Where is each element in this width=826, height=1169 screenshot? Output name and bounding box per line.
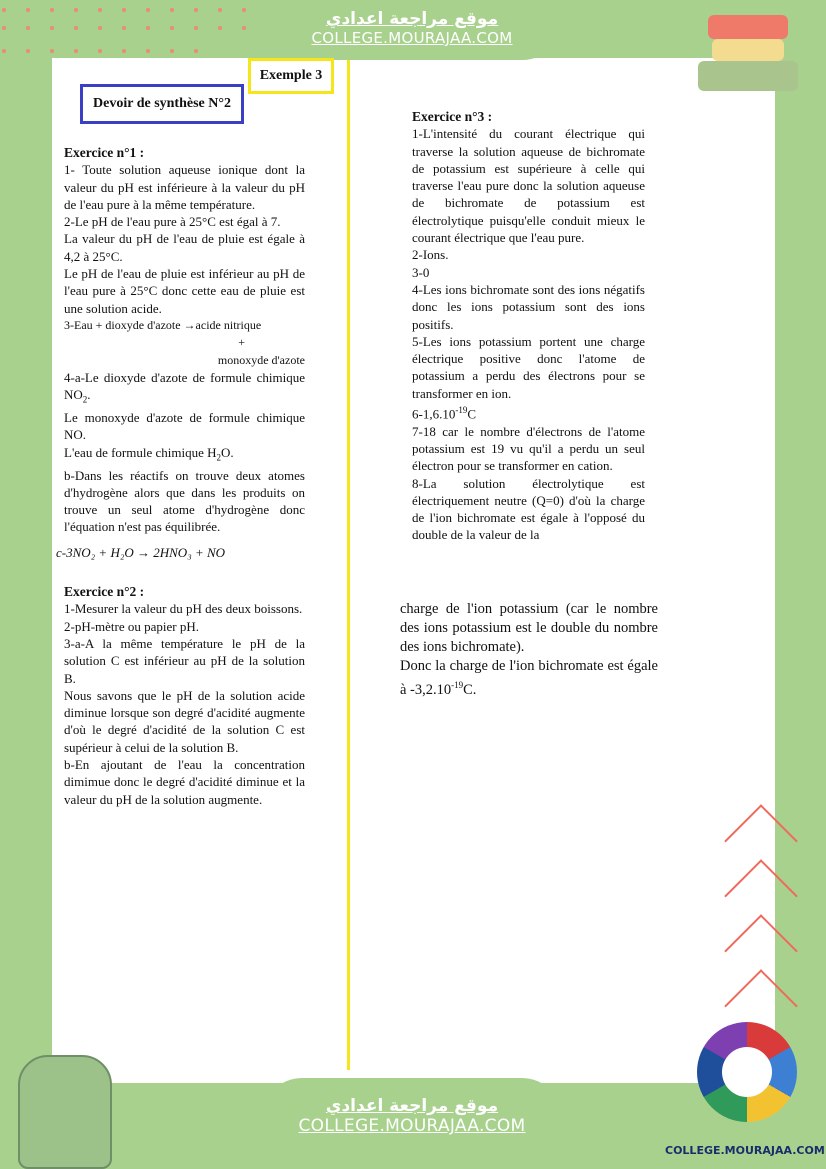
ex3-answer-3: 3-0 [412,264,430,280]
ex3-answer-1: 1-L'intensité du courant électrique qui traverse la solution aqueuse de bichromate de potassium est supérieure à celle qui traverse l'eau pure donc la solution aqueuse de bichromate de potassium est électrolytique puisqu'elle conduit mieux le courant électrique que l'eau pure. [412,126,645,246]
subscript: 2 [82,394,88,405]
dot [74,26,78,30]
dot [218,26,222,30]
exercise-2-title: Exercice n°2 : [64,584,145,600]
ex2-answer-2: 2-pH-mètre ou papier pH. [64,618,200,634]
text: O. [221,444,234,460]
ex3-conclusion [400,657,658,700]
text: . [87,387,91,403]
superscript: -19 [455,405,468,416]
header-site-link[interactable]: COLLEGE.MOURAJAA.COM [311,29,513,47]
dot [98,26,102,30]
ex1-answer-2: 2-Le pH de l'eau pure à 25°C est égal à 7. [64,214,281,230]
footer-arabic-title: موقع مراجعة اعدادي [325,1096,499,1116]
text: 6-1,6.10 [412,406,456,422]
dot [170,49,174,53]
ex1-answer-3: 3-Eau + dioxyde d'azote →acide nitrique [64,317,262,332]
dot [146,49,150,53]
ex1-product: monoxyde d'azote [217,352,305,367]
dot [242,26,246,30]
ex1-plus: + [238,335,245,350]
ex1-answer-4a [64,369,305,409]
superscript: -19 [451,680,464,690]
dot [146,26,150,30]
ex2-answer-3b: b-En ajoutant de l'eau la concentration dimimue donc le degré d'acidité diminue et la valeur du pH de la solution augmente. [64,756,305,807]
dot [242,8,246,12]
subscript: 2 [216,452,222,463]
left-column [56,144,305,808]
right-column-continued [400,600,658,700]
dot [50,49,54,53]
ex3-text: charge de l'ion potassium (car le nombre des ions potassium est le double du nombre des ions bichromate). [400,601,658,655]
text: C [467,406,477,422]
devoir-title: Devoir de synthèse N°2 [80,84,244,124]
ex3-answer-5: 5-Les ions potassium portent une charge électrique positive donc l'atome de potassium a perdu des électrons pour se transformer en ion. [412,333,645,401]
exercise-1-title: Exercice n°1 : [64,145,145,160]
dot [194,8,198,12]
ex1-answer-1: 1- Toute solution aqueuse ionique dont la valeur du pH est inférieure à la valeur du pH de l'eau pure à la même température. [64,162,305,212]
logo-site-text: COLLEGE.MOURAJAA.COM [665,1144,825,1157]
dot [170,8,174,12]
dot [122,26,126,30]
ex1-answer-4b: b-Dans les réactifs on trouve deux atomes d'hydrogène alors que dans les produits on trouve un seul atome d'hydrogène donc l'équation n'est pas équilibrée. [64,467,305,535]
dot [98,8,102,12]
text: C. [463,681,477,698]
dot [122,8,126,12]
exercise-3-title: Exercice n°3 : [412,109,493,124]
text: L'eau de formule chimique H [64,444,217,460]
dot [74,8,78,12]
ex1-equation: c-3NO₂ + H₂O → 2HNO₃ + NO [56,544,226,560]
dot [194,49,198,53]
dot [98,49,102,53]
ex3-answer-6 [412,402,645,423]
dot [2,8,6,12]
dot [74,49,78,53]
backpack-icon [18,1055,112,1169]
ex2-text: Nous savons que le pH de la solution acide diminue lorsque son degré d'acidité augmente d'où le degré d'acidité de la solution C est supérieur à celui de la solution B. [64,687,305,755]
dot [2,26,6,30]
dot [50,8,54,12]
ex3-answer-4: 4-Les ions bichromate sont des ions négatifs donc les ions potassium sont des ions positifs. [412,281,645,332]
dot [26,49,30,53]
text: Donc la charge de l'ion bichromate est égale à -3,2.10 [400,658,658,698]
decorative-dots [0,0,200,4]
ex1-text [64,444,305,467]
dot [26,26,30,30]
ex1-text: Le pH de l'eau de pluie est inférieur au pH de l'eau pure à 25°C donc cette eau de pluie est une solution acide. [64,266,305,316]
ex2-answer-1: 1-Mesurer la valeur du pH des deux boissons. [64,601,303,617]
dot [26,8,30,12]
footer-site-link[interactable]: COLLEGE.MOURAJAA.COM [298,1116,526,1136]
ex3-answer-7: 7-18 car le nombre d'électrons de l'atome potassium est 19 vu qu'il a perdu un seul électron pour se transformer en cation. [412,423,645,474]
ex1-text: Le monoxyde d'azote de formule chimique NO. [64,410,305,443]
dot [218,8,222,12]
dot [50,26,54,30]
ex3-answer-2: 2-Ions. [412,247,449,263]
right-column [412,108,645,544]
column-divider [347,58,350,1070]
dot [194,26,198,30]
dot [2,49,6,53]
ex3-answer-8: 8-La solution électrolytique est électriquement neutre (Q=0) d'où la charge de l'ion bichromate est égale à l'opposé du double de la valeur de la [412,475,645,543]
example-label: Exemple 3 [248,58,334,94]
site-header [262,0,562,60]
header-arabic-title: موقع مراجعة اعدادي [325,9,499,29]
books-icon [690,15,810,95]
dot [170,26,174,30]
site-logo-icon [697,1022,797,1122]
ex1-text: La valeur du pH de l'eau de pluie est égale à 4,2 à 25°C. [64,231,305,264]
ex2-answer-3a: 3-a-A la même température le pH de la solution C est inférieur au pH de la solution B. [64,635,305,686]
site-footer [262,1078,562,1169]
dot [122,49,126,53]
text: 4-a-Le dioxyde d'azote de formule chimique NO [64,369,305,403]
dot [146,8,150,12]
